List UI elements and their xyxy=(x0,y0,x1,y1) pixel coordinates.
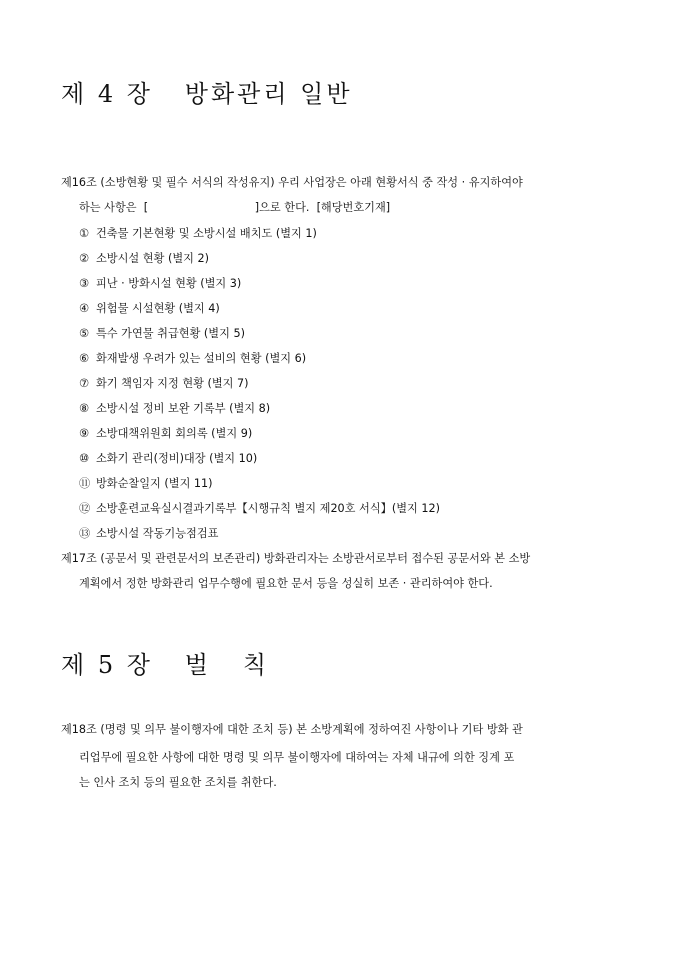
list-item-text: 방화순찰일지 (별지 11) xyxy=(96,477,213,490)
list-item xyxy=(79,428,252,439)
list-item xyxy=(79,378,249,389)
list-item-text: 화재발생 우려가 있는 설비의 현황 (별지 6) xyxy=(96,352,307,365)
list-item xyxy=(79,278,241,289)
list-item-text: 소방대책위원회 회의록 (별지 9) xyxy=(96,427,253,440)
list-item xyxy=(79,403,270,414)
article-16-line-1: 제16조 (소방현황 및 필수 서식의 작성유지) 우리 사업장은 아래 현황서식 중 작성 · 유지하여야 xyxy=(61,176,523,189)
list-item-number: ⑪ xyxy=(79,477,91,490)
list-item-number: ⑬ xyxy=(79,527,91,540)
list-item-text: 피난 · 방화시설 현황 (별지 3) xyxy=(96,277,242,290)
list-item-text: 건축물 기본현황 및 소방시설 배치도 (별지 1) xyxy=(96,227,317,240)
list-item-text: 소방시설 작동기능점검표 xyxy=(96,527,219,540)
list-item xyxy=(79,453,257,464)
list-item-number: ④ xyxy=(79,302,90,315)
list-item-number: ⑩ xyxy=(79,452,90,465)
article-18-line-2: 리업무에 필요한 사항에 대한 명령 및 의무 불이행자에 대하여는 자체 내규에 의한 징계 포 xyxy=(79,751,515,764)
list-item-text: 소방시설 현황 (별지 2) xyxy=(96,252,209,265)
list-item xyxy=(79,253,209,264)
article-16-line-2: 하는 사항은 [ ]으로 한다. [해당번호기재] xyxy=(79,201,391,214)
list-item-number: ① xyxy=(79,227,90,240)
article-18-line-1: 제18조 (명령 및 의무 불이행자에 대한 조치 등) 본 소방계획에 정하여진 사항이나 기타 방화 관 xyxy=(61,723,523,736)
list-item xyxy=(79,528,218,539)
list-item xyxy=(79,353,306,364)
list-item-number: ⑧ xyxy=(79,402,90,415)
list-item xyxy=(79,478,213,489)
list-item xyxy=(79,328,245,339)
list-item-number: ③ xyxy=(79,277,90,290)
article-17-line-1: 제17조 (공문서 및 관련문서의 보존관리) 방화관리자는 소방관서로부터 접수된 공문서와 본 소방 xyxy=(61,552,531,565)
list-item-number: ② xyxy=(79,252,90,265)
list-item-number: ⑦ xyxy=(79,377,90,390)
list-item-text: 소방시설 정비 보완 기록부 (별지 8) xyxy=(96,402,271,415)
list-item-number: ⑤ xyxy=(79,327,90,340)
article-18-line-3: 는 인사 조치 등의 필요한 조치를 취한다. xyxy=(79,776,277,789)
list-item-number: ⑥ xyxy=(79,352,90,365)
list-item-text: 소화기 관리(정비)대장 (별지 10) xyxy=(96,452,258,465)
list-item-text: 소방훈련교육실시결과기록부【시행규칙 별지 제20호 서식】(별지 12) xyxy=(96,502,440,515)
chapter-5-title: 제 5 장 벌 칙 xyxy=(61,651,270,679)
list-item-text: 위험물 시설현황 (별지 4) xyxy=(96,302,220,315)
list-item-text: 특수 가연물 취급현황 (별지 5) xyxy=(96,327,245,340)
list-item xyxy=(79,303,220,314)
article-17-line-2: 계획에서 정한 방화관리 업무수행에 필요한 문서 등을 성실히 보존 · 관리하여야 한다. xyxy=(79,577,493,590)
list-item-number: ⑫ xyxy=(79,502,91,515)
list-item xyxy=(79,503,440,514)
list-item-text: 화기 책임자 지정 현황 (별지 7) xyxy=(96,377,249,390)
list-item-number: ⑨ xyxy=(79,427,90,440)
chapter-4-title: 제 4 장 방화관리 일반 xyxy=(61,80,353,108)
list-item xyxy=(79,228,317,239)
